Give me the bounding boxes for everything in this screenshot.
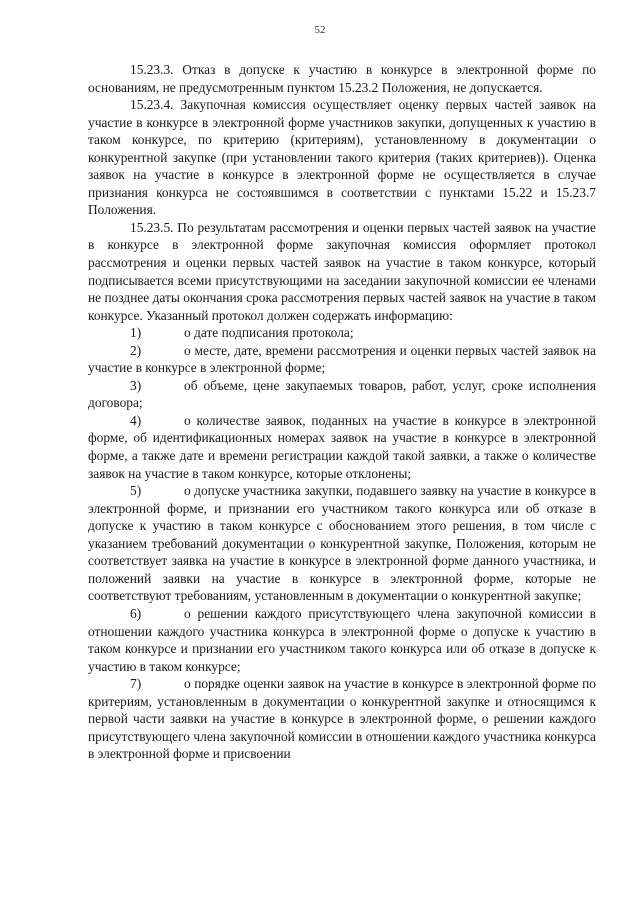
list-item-number: 7) <box>130 676 142 692</box>
list-item-text: о количестве заявок, поданных на участие в конкурсе в электронной форме, об идентификационных номерах заявок на участие в конкурсе в электронной форме, а также дате и времени регистрации каждой такой заявки, а также о количестве заявок на участие в таком конкурсе, которые отклонены; <box>88 412 596 481</box>
document-body <box>88 61 596 763</box>
list-item-text: о месте, дате, времени рассмотрения и оценки первых частей заявок на участие в конкурсе в электронной форме; <box>88 342 596 376</box>
list-item-number: 4) <box>130 412 142 428</box>
list-item-text: об объеме, цене закупаемых товаров, работ, услуг, сроке исполнения договора; <box>88 377 596 411</box>
list-item-number: 2) <box>130 342 142 358</box>
list-item-text: о дате подписания протокола; <box>184 325 354 341</box>
list-item <box>88 605 596 675</box>
list-item-text: о решении каждого присутствующего члена закупочной комиссии в отношении каждого участника конкурса в электронной форме о допуске к участию в таком конкурсе и признании его участником такого конкурса или об отказе в допуске к участию в таком конкурсе; <box>88 605 596 674</box>
list-item-number: 1) <box>130 325 142 341</box>
list-item-number: 5) <box>130 483 142 499</box>
page-number: 52 <box>314 24 326 36</box>
paragraph-15-23-4: 15.23.4. Закупочная комиссия осуществляет оценку первых частей заявок на участие в конкурсе в электронной форме участников закупки, допущенных к участию в таком конкурсе, по критерию (критериям), установленному в документации о конкурентной закупке (при установлении такого критерия (таких критериев)). Оценка заявок на участие в конкурсе в электронной форме не осуществляется в случае признания конкурса не состоявшимся в соответствии с пунктами 15.22 и 15.23.7 Положения. <box>88 97 596 218</box>
list-item <box>88 324 596 342</box>
list-item-text: о порядке оценки заявок на участие в конкурсе в электронной форме по критериям, установленным в документации о конкурентной закупке и относящимся к первой части заявки на участие в конкурсе в электронной форме, о решении каждого присутствующего члена закупочной комиссии в отношении каждого участника конкурса в электронной форме и присвоении <box>88 676 596 762</box>
list-item <box>88 675 596 763</box>
paragraph-15-23-5: 15.23.5. По результатам рассмотрения и оценки первых частей заявок на участие в конкурсе в электронной форме закупочная комиссия оформляет протокол рассмотрения и оценки первых частей заявок на участие в таком конкурсе, который подписывается всеми присутствующими на заседании закупочной комиссии ее членами не позднее даты окончания срока рассмотрения первых частей заявок на участие в таком конкурсе. Указанный протокол должен содержать информацию: <box>88 219 596 323</box>
list-item <box>88 412 596 482</box>
list-item <box>88 342 596 377</box>
list-item-number: 6) <box>130 605 142 621</box>
list-item <box>88 377 596 412</box>
list-item-text: о допуске участника закупки, подавшего заявку на участие в конкурсе в электронной форме, и признании его участником такого конкурса или об отказе в допуске к участию в таком конкурсе с обоснованием этого решения, в том числе с указанием требований документации о конкурентной закупке, Положения, которым не соответствует заявка на участие в конкурсе в электронной форме данного участника, и положений заявки на участие в конкурсе в электронной форме, которые не соответствуют требованиям, установленным в документации о конкурентной закупке; <box>88 483 596 604</box>
list-item <box>88 482 596 605</box>
list-item-number: 3) <box>130 377 142 393</box>
paragraph-15-23-3: 15.23.3. Отказ в допуске к участию в конкурсе в электронной форме по основаниям, не предусмотренным пунктом 15.23.2 Положения, не допускается. <box>88 62 596 95</box>
